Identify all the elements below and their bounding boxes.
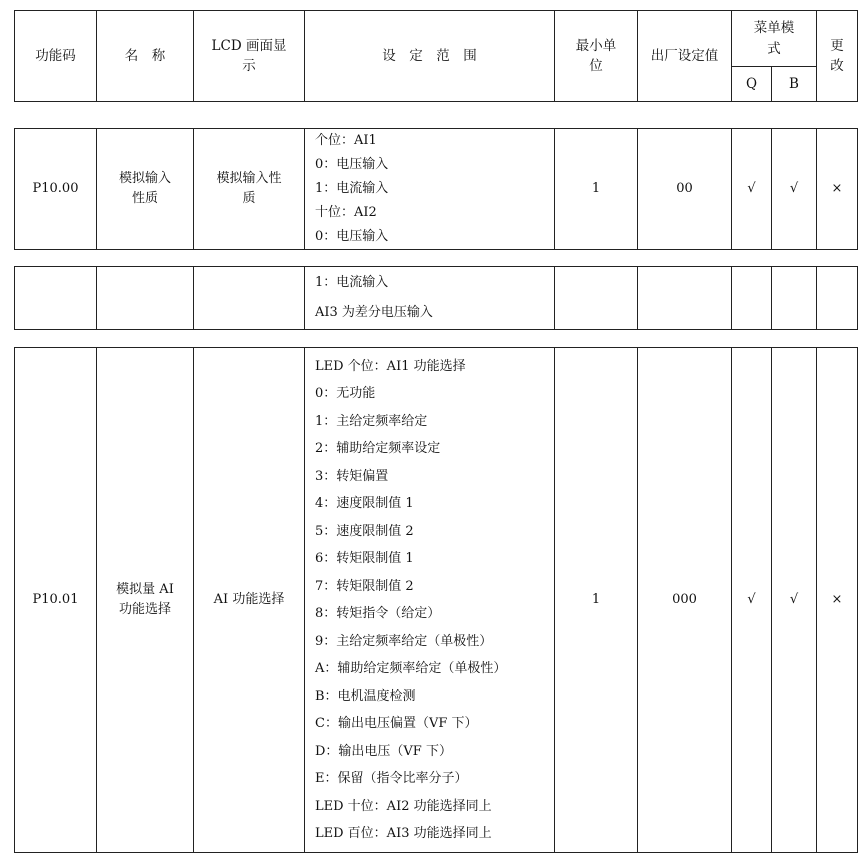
range-line: 1：主给定频率给定 xyxy=(315,413,428,429)
range-line: LED 百位：AI3 功能选择同上 xyxy=(315,826,492,841)
range-line: 7：转矩限制值 2 xyxy=(315,578,414,594)
row-name xyxy=(97,129,194,250)
header-table xyxy=(14,10,858,102)
header-b: B xyxy=(772,67,817,102)
range-line: 5：速度限制值 2 xyxy=(315,523,414,539)
header-change-line2: 改 xyxy=(830,58,844,74)
row-lcd xyxy=(194,267,305,330)
row-min-unit xyxy=(555,267,638,330)
row-q: √ xyxy=(732,348,772,853)
row-change xyxy=(817,267,858,330)
range-line: 0：无功能 xyxy=(315,386,376,401)
header-menu-line2: 式 xyxy=(767,40,781,57)
range-line: 十位：AI2 xyxy=(315,205,377,220)
row-lcd xyxy=(194,129,305,250)
range-line: 0：电压输入 xyxy=(315,157,389,172)
row-b: √ xyxy=(772,129,817,250)
header-change-line1: 更 xyxy=(830,38,844,54)
header-lcd-line2: 示 xyxy=(242,58,256,74)
header-lcd xyxy=(194,11,305,102)
range-line: LED 个位：AI1 功能选择 xyxy=(315,358,466,374)
table-row xyxy=(15,267,858,330)
range-line: A：辅助给定频率给定（单极性） xyxy=(315,661,507,676)
row-factory xyxy=(638,267,732,330)
row-name-line1: 模拟量 AI xyxy=(116,582,174,597)
range-line: 1：电流输入 xyxy=(315,275,389,290)
row-factory: 000 xyxy=(638,348,732,853)
range-line: 0：电压输入 xyxy=(315,229,389,244)
row-range xyxy=(305,267,555,330)
range-line: E：保留（指令比率分子） xyxy=(315,771,468,786)
row-b: √ xyxy=(772,348,817,853)
row-name xyxy=(97,348,194,853)
header-min-unit-line1: 最小单 xyxy=(575,38,617,54)
row-range xyxy=(305,348,555,853)
header-menu-line1: 菜单模 xyxy=(753,19,795,36)
row-change: × xyxy=(817,348,858,853)
row-continuation-table xyxy=(14,266,858,330)
range-line: 4：速度限制值 1 xyxy=(315,496,414,511)
row-name-line1: 模拟输入 xyxy=(118,171,171,186)
range-line: B：电机温度检测 xyxy=(315,688,416,704)
row-lcd-line1: 模拟输入性 xyxy=(216,171,282,186)
header-factory: 出厂设定值 xyxy=(638,11,732,102)
header-code: 功能码 xyxy=(15,11,97,102)
range-line: 2：辅助给定频率设定 xyxy=(315,441,441,456)
row-lcd-line2: 质 xyxy=(242,191,256,206)
row-lcd: AI 功能选择 xyxy=(194,348,305,853)
table-row xyxy=(15,129,858,250)
header-q: Q xyxy=(732,67,772,102)
range-line: 6：转矩限制值 1 xyxy=(315,551,414,566)
header-name: 名 称 xyxy=(97,11,194,102)
row-p1000-table xyxy=(14,128,858,250)
range-line: 8：转矩指令（给定） xyxy=(315,606,441,621)
range-line: LED 十位：AI2 功能选择同上 xyxy=(315,798,492,814)
range-line: C：输出电压偏置（VF 下） xyxy=(315,716,478,731)
row-q xyxy=(732,267,772,330)
row-range xyxy=(305,129,555,250)
row-code: P10.01 xyxy=(15,348,97,853)
row-code: P10.00 xyxy=(15,129,97,250)
range-line: D：输出电压（VF 下） xyxy=(315,743,452,759)
row-p1001-table xyxy=(14,347,858,853)
range-line: AI3 为差分电压输入 xyxy=(315,305,433,320)
header-change xyxy=(817,11,858,102)
row-change: × xyxy=(817,129,858,250)
header-lcd-line1: LCD 画面显 xyxy=(211,38,287,54)
row-code xyxy=(15,267,97,330)
table-row xyxy=(15,348,858,853)
row-b xyxy=(772,267,817,330)
range-line: 3：转矩偏置 xyxy=(315,468,389,484)
range-line: 9：主给定频率给定（单极性） xyxy=(315,633,493,649)
row-factory: 00 xyxy=(638,129,732,250)
row-q: √ xyxy=(732,129,772,250)
row-name xyxy=(97,267,194,330)
row-name-line2: 性质 xyxy=(131,191,158,206)
row-name-line2: 功能选择 xyxy=(118,602,171,617)
header-menu-mode xyxy=(732,11,817,67)
row-min-unit: 1 xyxy=(555,348,638,853)
range-line: 个位：AI1 xyxy=(315,133,377,148)
header-min-unit-line2: 位 xyxy=(589,58,603,74)
header-min-unit xyxy=(555,11,638,102)
row-min-unit: 1 xyxy=(555,129,638,250)
header-range: 设 定 范 围 xyxy=(305,11,555,102)
range-line: 1：电流输入 xyxy=(315,181,389,196)
